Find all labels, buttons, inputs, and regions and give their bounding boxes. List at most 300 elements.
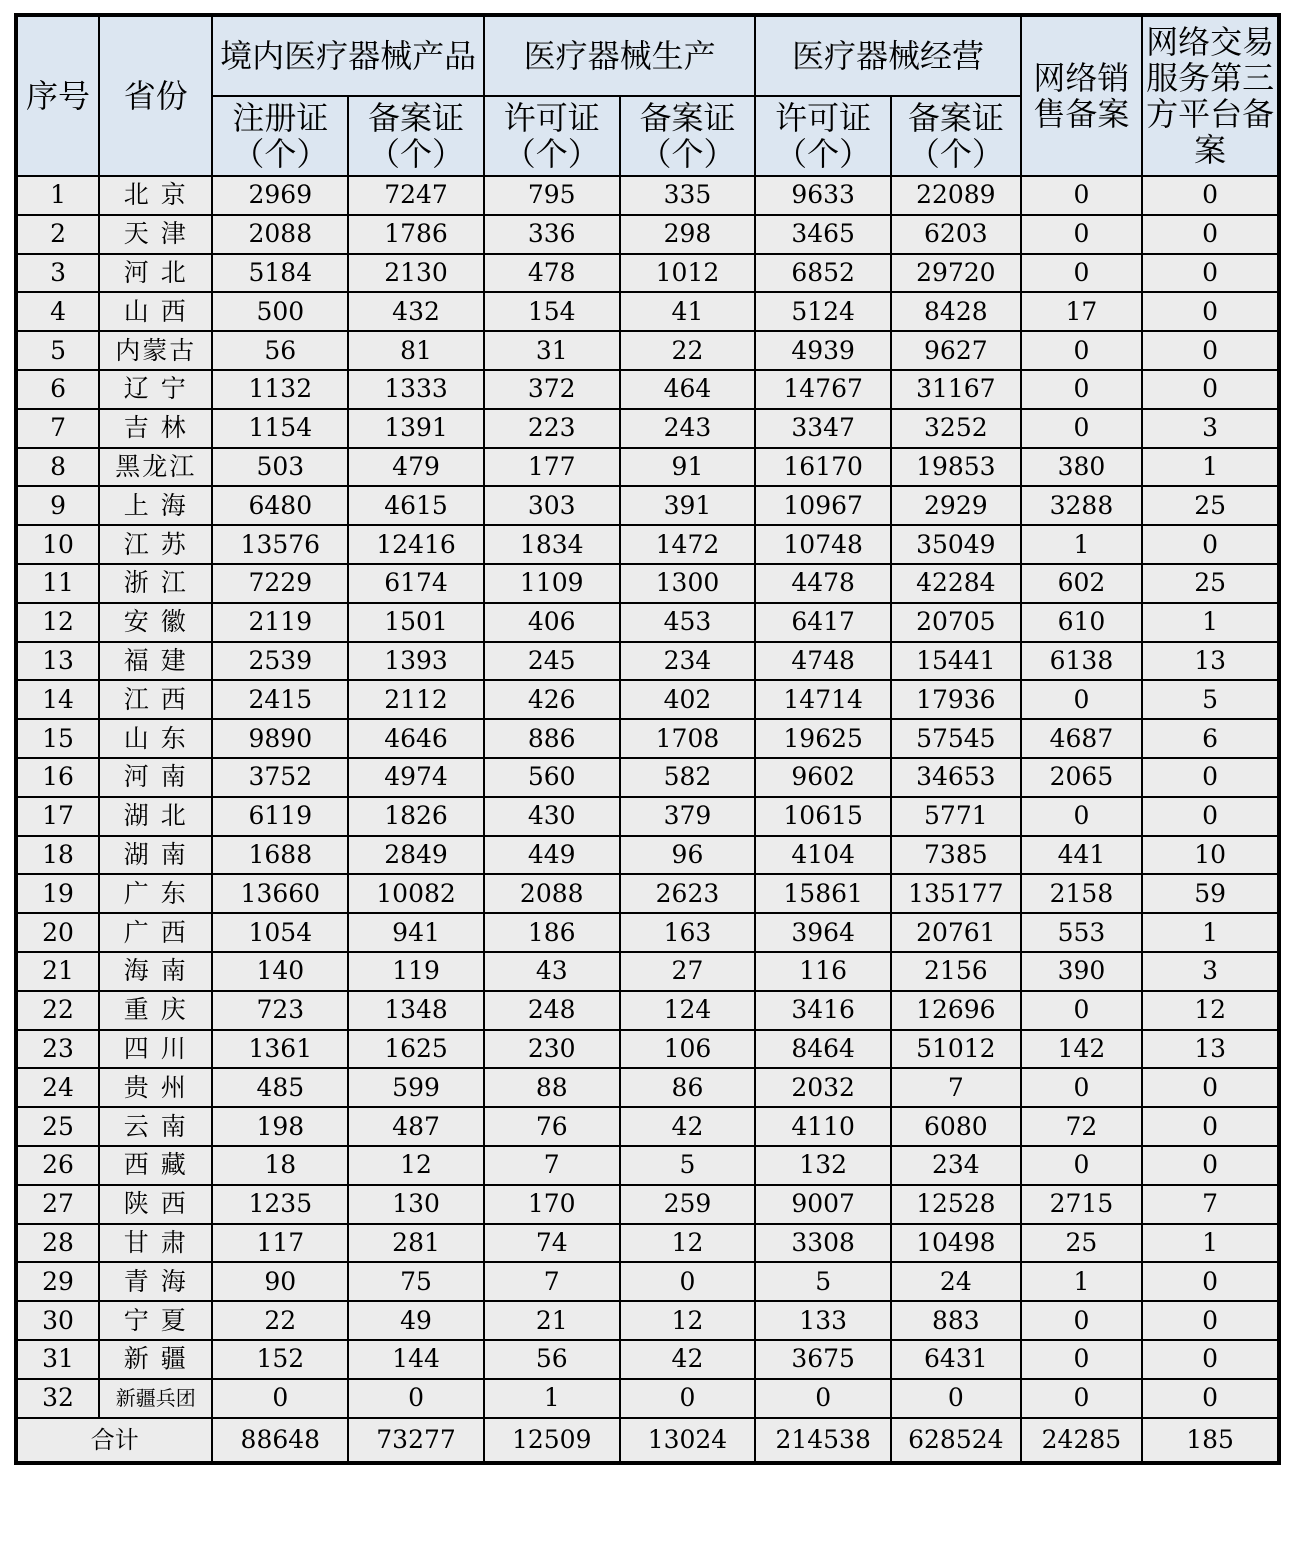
header-production-filing: 备案证（个）: [620, 96, 756, 176]
row-value-cell: 0: [1142, 292, 1279, 331]
row-value-cell: 2415: [212, 680, 348, 719]
row-value-cell: 74: [484, 1224, 620, 1263]
row-seq: 24: [16, 1068, 99, 1107]
row-value-cell: 0: [1142, 1301, 1279, 1340]
row-value-cell: 336: [484, 215, 620, 254]
table-row: [16, 1030, 1279, 1069]
row-value-cell: 0: [891, 1379, 1021, 1418]
row-value-cell: 3675: [755, 1340, 891, 1379]
table-row: [16, 292, 1279, 331]
row-value-cell: 0: [1142, 1262, 1279, 1301]
row-value-cell: 0: [1142, 1068, 1279, 1107]
row-value-cell: 14714: [755, 680, 891, 719]
row-value-cell: 10967: [755, 486, 891, 525]
row-value-cell: 6480: [212, 486, 348, 525]
row-province: 河 北: [99, 254, 212, 293]
row-seq: 12: [16, 603, 99, 642]
row-province: 吉 林: [99, 409, 212, 448]
row-value-cell: 234: [620, 642, 756, 681]
row-value-cell: 17: [1021, 292, 1143, 331]
row-value-cell: 25: [1142, 486, 1279, 525]
row-value-cell: 602: [1021, 564, 1143, 603]
row-value-cell: 886: [484, 719, 620, 758]
row-value-cell: 1: [1142, 913, 1279, 952]
row-value-cell: 3964: [755, 913, 891, 952]
row-value-cell: 4748: [755, 642, 891, 681]
row-value-cell: 0: [1142, 1379, 1279, 1418]
row-province: 河 南: [99, 758, 212, 797]
row-value-cell: 43: [484, 952, 620, 991]
row-value-cell: 1132: [212, 370, 348, 409]
row-province: 福 建: [99, 642, 212, 681]
row-value-cell: 18: [212, 1146, 348, 1185]
row-province: 甘 肃: [99, 1224, 212, 1263]
row-value-cell: 3288: [1021, 486, 1143, 525]
row-value-cell: 1348: [348, 991, 484, 1030]
total-cell: 12509: [484, 1418, 620, 1463]
row-value-cell: 441: [1021, 836, 1143, 875]
row-value-cell: 7385: [891, 836, 1021, 875]
row-value-cell: 1: [484, 1379, 620, 1418]
table-row: [16, 409, 1279, 448]
row-value-cell: 2849: [348, 836, 484, 875]
row-value-cell: 7: [484, 1262, 620, 1301]
total-cell: 88648: [212, 1418, 348, 1463]
row-value-cell: 1235: [212, 1185, 348, 1224]
row-value-cell: 90: [212, 1262, 348, 1301]
row-value-cell: 248: [484, 991, 620, 1030]
row-seq: 11: [16, 564, 99, 603]
row-seq: 2: [16, 215, 99, 254]
table-row: [16, 176, 1279, 215]
row-seq: 8: [16, 448, 99, 487]
row-seq: 5: [16, 331, 99, 370]
row-value-cell: 2969: [212, 176, 348, 215]
table-row: [16, 215, 1279, 254]
row-value-cell: 0: [1021, 1301, 1143, 1340]
row-province: 辽 宁: [99, 370, 212, 409]
table-row: [16, 1262, 1279, 1301]
row-value-cell: 6431: [891, 1340, 1021, 1379]
table-header: [16, 15, 1279, 176]
row-value-cell: 2929: [891, 486, 1021, 525]
row-value-cell: 6: [1142, 719, 1279, 758]
row-province: 广 东: [99, 874, 212, 913]
row-value-cell: 12528: [891, 1185, 1021, 1224]
row-value-cell: 281: [348, 1224, 484, 1263]
row-seq: 18: [16, 836, 99, 875]
medical-device-statistics-table: [14, 13, 1281, 1465]
row-seq: 14: [16, 680, 99, 719]
row-seq: 30: [16, 1301, 99, 1340]
row-province: 内蒙古: [99, 331, 212, 370]
row-province: 天 津: [99, 215, 212, 254]
header-domestic-products: 境内医疗器械产品: [212, 15, 483, 96]
row-value-cell: 12: [620, 1301, 756, 1340]
row-value-cell: 0: [1142, 797, 1279, 836]
row-value-cell: 34653: [891, 758, 1021, 797]
table-row: [16, 836, 1279, 875]
row-value-cell: 723: [212, 991, 348, 1030]
row-value-cell: 0: [1142, 758, 1279, 797]
row-value-cell: 5124: [755, 292, 891, 331]
row-value-cell: 3252: [891, 409, 1021, 448]
row-seq: 20: [16, 913, 99, 952]
row-value-cell: 7: [484, 1146, 620, 1185]
row-value-cell: 0: [1142, 1340, 1279, 1379]
row-value-cell: 25: [1142, 564, 1279, 603]
row-value-cell: 5184: [212, 254, 348, 293]
row-province: 新疆兵团: [99, 1379, 212, 1418]
row-value-cell: 2623: [620, 874, 756, 913]
row-value-cell: 42284: [891, 564, 1021, 603]
row-value-cell: 6203: [891, 215, 1021, 254]
row-province: 浙 江: [99, 564, 212, 603]
row-value-cell: 2130: [348, 254, 484, 293]
row-province: 安 徽: [99, 603, 212, 642]
row-seq: 7: [16, 409, 99, 448]
table-row: [16, 1107, 1279, 1146]
row-value-cell: 8464: [755, 1030, 891, 1069]
row-value-cell: 49: [348, 1301, 484, 1340]
row-value-cell: 91: [620, 448, 756, 487]
row-value-cell: 0: [1021, 176, 1143, 215]
row-value-cell: 56: [484, 1340, 620, 1379]
row-value-cell: 6174: [348, 564, 484, 603]
row-value-cell: 186: [484, 913, 620, 952]
row-value-cell: 130: [348, 1185, 484, 1224]
row-value-cell: 0: [1021, 991, 1143, 1030]
row-value-cell: 154: [484, 292, 620, 331]
row-value-cell: 170: [484, 1185, 620, 1224]
row-province: 海 南: [99, 952, 212, 991]
table-body: [16, 176, 1279, 1418]
table-row: [16, 486, 1279, 525]
table-row: [16, 564, 1279, 603]
row-value-cell: 0: [1142, 331, 1279, 370]
row-value-cell: 6119: [212, 797, 348, 836]
row-value-cell: 2065: [1021, 758, 1143, 797]
row-seq: 27: [16, 1185, 99, 1224]
table-row: [16, 1068, 1279, 1107]
row-value-cell: 81: [348, 331, 484, 370]
row-value-cell: 599: [348, 1068, 484, 1107]
row-value-cell: 57545: [891, 719, 1021, 758]
total-cell: 628524: [891, 1418, 1021, 1463]
row-value-cell: 503: [212, 448, 348, 487]
row-value-cell: 2112: [348, 680, 484, 719]
row-value-cell: 116: [755, 952, 891, 991]
row-seq: 29: [16, 1262, 99, 1301]
header-operation-filing: 备案证（个）: [891, 96, 1021, 176]
row-value-cell: 432: [348, 292, 484, 331]
row-value-cell: 31: [484, 331, 620, 370]
table-row: [16, 448, 1279, 487]
total-cell: 24285: [1021, 1418, 1143, 1463]
row-value-cell: 21: [484, 1301, 620, 1340]
row-value-cell: 10748: [755, 525, 891, 564]
row-value-cell: 22: [620, 331, 756, 370]
row-value-cell: 0: [620, 1262, 756, 1301]
row-value-cell: 0: [755, 1379, 891, 1418]
total-cell: 214538: [755, 1418, 891, 1463]
row-value-cell: 10498: [891, 1224, 1021, 1263]
row-value-cell: 1625: [348, 1030, 484, 1069]
row-value-cell: 2158: [1021, 874, 1143, 913]
row-value-cell: 10: [1142, 836, 1279, 875]
row-value-cell: 610: [1021, 603, 1143, 642]
row-value-cell: 1333: [348, 370, 484, 409]
row-value-cell: 402: [620, 680, 756, 719]
row-value-cell: 4974: [348, 758, 484, 797]
row-value-cell: 117: [212, 1224, 348, 1263]
row-value-cell: 6138: [1021, 642, 1143, 681]
table-row: [16, 1146, 1279, 1185]
row-value-cell: 15861: [755, 874, 891, 913]
row-value-cell: 430: [484, 797, 620, 836]
row-value-cell: 1: [1021, 1262, 1143, 1301]
table-row: [16, 913, 1279, 952]
row-value-cell: 12416: [348, 525, 484, 564]
table-row: [16, 797, 1279, 836]
header-seq: 序号: [16, 15, 99, 176]
row-value-cell: 6852: [755, 254, 891, 293]
row-seq: 4: [16, 292, 99, 331]
row-seq: 10: [16, 525, 99, 564]
row-value-cell: 553: [1021, 913, 1143, 952]
row-value-cell: 0: [1142, 254, 1279, 293]
row-value-cell: 4110: [755, 1107, 891, 1146]
row-value-cell: 17936: [891, 680, 1021, 719]
row-value-cell: 582: [620, 758, 756, 797]
row-value-cell: 259: [620, 1185, 756, 1224]
row-value-cell: 20761: [891, 913, 1021, 952]
table-row: [16, 680, 1279, 719]
row-seq: 23: [16, 1030, 99, 1069]
row-value-cell: 1826: [348, 797, 484, 836]
row-province: 广 西: [99, 913, 212, 952]
row-value-cell: 13660: [212, 874, 348, 913]
row-value-cell: 1391: [348, 409, 484, 448]
row-seq: 31: [16, 1340, 99, 1379]
row-value-cell: 1786: [348, 215, 484, 254]
row-value-cell: 0: [1021, 797, 1143, 836]
row-value-cell: 124: [620, 991, 756, 1030]
row-value-cell: 303: [484, 486, 620, 525]
row-value-cell: 41: [620, 292, 756, 331]
row-value-cell: 59: [1142, 874, 1279, 913]
row-value-cell: 12696: [891, 991, 1021, 1030]
table-row: [16, 642, 1279, 681]
row-value-cell: 230: [484, 1030, 620, 1069]
row-value-cell: 3: [1142, 409, 1279, 448]
table-row: [16, 991, 1279, 1030]
row-value-cell: 1: [1142, 603, 1279, 642]
row-value-cell: 9602: [755, 758, 891, 797]
row-value-cell: 406: [484, 603, 620, 642]
row-value-cell: 560: [484, 758, 620, 797]
row-value-cell: 449: [484, 836, 620, 875]
row-value-cell: 1054: [212, 913, 348, 952]
row-value-cell: 883: [891, 1301, 1021, 1340]
row-value-cell: 1: [1142, 448, 1279, 487]
row-seq: 15: [16, 719, 99, 758]
row-value-cell: 56: [212, 331, 348, 370]
row-province: 四 川: [99, 1030, 212, 1069]
row-value-cell: 0: [212, 1379, 348, 1418]
row-value-cell: 335: [620, 176, 756, 215]
row-province: 云 南: [99, 1107, 212, 1146]
row-seq: 16: [16, 758, 99, 797]
row-value-cell: 76: [484, 1107, 620, 1146]
row-value-cell: 75: [348, 1262, 484, 1301]
row-value-cell: 13: [1142, 642, 1279, 681]
row-province: 黑龙江: [99, 448, 212, 487]
row-value-cell: 0: [1021, 331, 1143, 370]
row-value-cell: 0: [348, 1379, 484, 1418]
table-row: [16, 1185, 1279, 1224]
row-seq: 9: [16, 486, 99, 525]
table-row: [16, 370, 1279, 409]
row-value-cell: 2156: [891, 952, 1021, 991]
row-value-cell: 2119: [212, 603, 348, 642]
table-container: [14, 13, 1281, 1465]
row-seq: 28: [16, 1224, 99, 1263]
header-province: 省份: [99, 15, 212, 176]
row-province: 陕 西: [99, 1185, 212, 1224]
table-row: [16, 1224, 1279, 1263]
row-value-cell: 135177: [891, 874, 1021, 913]
row-value-cell: 0: [1021, 1379, 1143, 1418]
row-value-cell: 0: [620, 1379, 756, 1418]
row-value-cell: 86: [620, 1068, 756, 1107]
header-registration-cert: 注册证（个）: [212, 96, 348, 176]
row-province: 山 西: [99, 292, 212, 331]
row-value-cell: 4646: [348, 719, 484, 758]
row-value-cell: 453: [620, 603, 756, 642]
row-value-cell: 1393: [348, 642, 484, 681]
row-value-cell: 25: [1021, 1224, 1143, 1263]
row-value-cell: 163: [620, 913, 756, 952]
row-value-cell: 390: [1021, 952, 1143, 991]
row-value-cell: 106: [620, 1030, 756, 1069]
row-value-cell: 3: [1142, 952, 1279, 991]
row-value-cell: 142: [1021, 1030, 1143, 1069]
row-value-cell: 119: [348, 952, 484, 991]
row-province: 湖 北: [99, 797, 212, 836]
row-value-cell: 243: [620, 409, 756, 448]
table-row: [16, 331, 1279, 370]
row-value-cell: 795: [484, 176, 620, 215]
row-value-cell: 0: [1142, 1146, 1279, 1185]
row-value-cell: 3752: [212, 758, 348, 797]
row-value-cell: 10082: [348, 874, 484, 913]
row-province: 山 东: [99, 719, 212, 758]
row-value-cell: 1012: [620, 254, 756, 293]
row-value-cell: 0: [1142, 370, 1279, 409]
total-label: 合计: [16, 1418, 212, 1463]
row-value-cell: 7: [1142, 1185, 1279, 1224]
row-value-cell: 5: [1142, 680, 1279, 719]
row-value-cell: 13: [1142, 1030, 1279, 1069]
row-province: 新 疆: [99, 1340, 212, 1379]
table-row: [16, 1301, 1279, 1340]
row-value-cell: 478: [484, 254, 620, 293]
row-seq: 17: [16, 797, 99, 836]
row-value-cell: 426: [484, 680, 620, 719]
table-row: [16, 952, 1279, 991]
total-cell: 185: [1142, 1418, 1279, 1463]
row-value-cell: 3308: [755, 1224, 891, 1263]
row-value-cell: 464: [620, 370, 756, 409]
row-value-cell: 3347: [755, 409, 891, 448]
row-seq: 1: [16, 176, 99, 215]
row-value-cell: 372: [484, 370, 620, 409]
row-value-cell: 2088: [484, 874, 620, 913]
row-value-cell: 0: [1021, 215, 1143, 254]
row-value-cell: 380: [1021, 448, 1143, 487]
row-value-cell: 9633: [755, 176, 891, 215]
row-value-cell: 133: [755, 1301, 891, 1340]
row-value-cell: 10615: [755, 797, 891, 836]
table-row: [16, 719, 1279, 758]
row-value-cell: 7: [891, 1068, 1021, 1107]
row-value-cell: 485: [212, 1068, 348, 1107]
row-value-cell: 223: [484, 409, 620, 448]
row-value-cell: 0: [1142, 215, 1279, 254]
row-value-cell: 198: [212, 1107, 348, 1146]
row-value-cell: 379: [620, 797, 756, 836]
row-value-cell: 1: [1021, 525, 1143, 564]
row-value-cell: 2715: [1021, 1185, 1143, 1224]
row-value-cell: 0: [1142, 525, 1279, 564]
row-value-cell: 14767: [755, 370, 891, 409]
row-value-cell: 0: [1021, 409, 1143, 448]
row-value-cell: 941: [348, 913, 484, 952]
row-value-cell: 1472: [620, 525, 756, 564]
row-value-cell: 51012: [891, 1030, 1021, 1069]
total-cell: 13024: [620, 1418, 756, 1463]
row-province: 江 苏: [99, 525, 212, 564]
row-seq: 26: [16, 1146, 99, 1185]
row-value-cell: 0: [1021, 680, 1143, 719]
row-value-cell: 2088: [212, 215, 348, 254]
row-value-cell: 0: [1021, 370, 1143, 409]
row-value-cell: 4478: [755, 564, 891, 603]
row-province: 西 藏: [99, 1146, 212, 1185]
row-value-cell: 31167: [891, 370, 1021, 409]
row-value-cell: 13576: [212, 525, 348, 564]
table-row: [16, 603, 1279, 642]
row-value-cell: 0: [1021, 1340, 1143, 1379]
row-value-cell: 487: [348, 1107, 484, 1146]
row-value-cell: 1300: [620, 564, 756, 603]
header-production-license: 许可证（个）: [484, 96, 620, 176]
row-value-cell: 35049: [891, 525, 1021, 564]
header-online-sales: 网络销售备案: [1021, 15, 1143, 176]
row-province: 贵 州: [99, 1068, 212, 1107]
row-value-cell: 3416: [755, 991, 891, 1030]
row-value-cell: 12: [1142, 991, 1279, 1030]
total-row: [16, 1418, 1279, 1463]
row-province: 江 西: [99, 680, 212, 719]
row-value-cell: 479: [348, 448, 484, 487]
row-value-cell: 27: [620, 952, 756, 991]
row-value-cell: 1834: [484, 525, 620, 564]
row-province: 宁 夏: [99, 1301, 212, 1340]
row-province: 重 庆: [99, 991, 212, 1030]
row-value-cell: 29720: [891, 254, 1021, 293]
